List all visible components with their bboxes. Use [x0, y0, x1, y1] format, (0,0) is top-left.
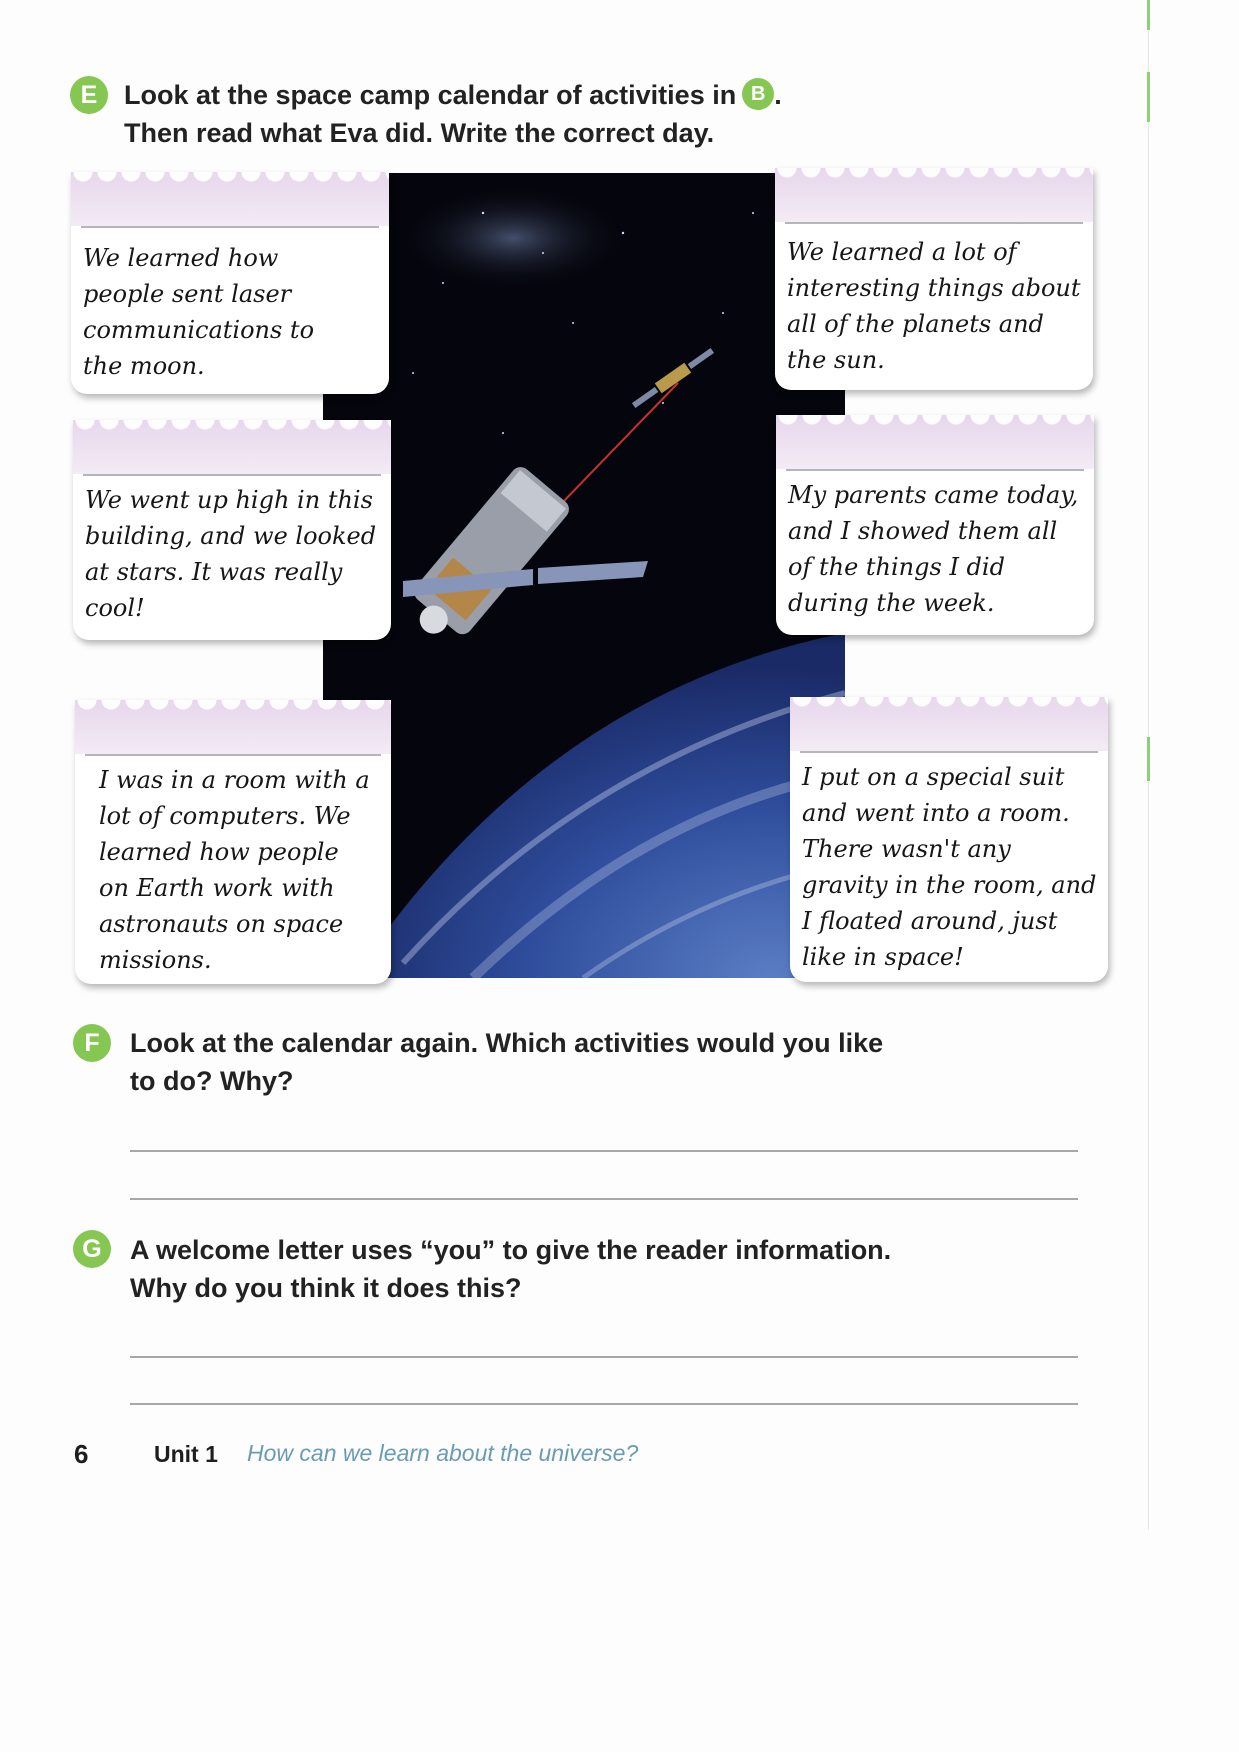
note-rule [785, 222, 1083, 224]
instruction-line: Then read what Eva did. Write the correct day. [124, 118, 715, 148]
answer-line[interactable] [130, 1356, 1078, 1358]
space-photo [323, 173, 845, 978]
note-text: We learned a lot of interesting things about all of the planets and the sun. [787, 238, 1081, 374]
note-text: We learned how people sent laser communications to the moon. [83, 244, 315, 380]
page-edge-marker [1147, 0, 1150, 30]
page-edge-marker [1147, 737, 1150, 781]
note-text: We went up high in this building, and we looked at stars. It was really cool! [85, 486, 377, 622]
activity-note [775, 168, 1093, 390]
note-text: My parents came today, and I showed them all of the things I did during the week. [788, 481, 1079, 617]
answer-line[interactable] [130, 1198, 1078, 1200]
unit-label: Unit 1 [154, 1441, 218, 1467]
note-scallop [776, 415, 1094, 429]
note-text: I put on a special suit and went into a room. There wasn't any gravity in the room, and I floated around, just like in space! [802, 763, 1097, 971]
note-rule [81, 226, 379, 228]
page-edge-marker [1147, 72, 1150, 122]
note-scallop [71, 172, 389, 186]
unit-question: How can we learn about the universe? [247, 1440, 639, 1466]
activity-note [790, 697, 1108, 982]
note-rule [83, 474, 381, 476]
note-text: I was in a room with a lot of computers. We learned how people on Earth work with astronauts on space missions. [99, 766, 370, 974]
exercise-g-instruction: A welcome letter uses “you” to give the reader information. Why do you think it does this? [130, 1235, 892, 1303]
instruction-line: Look at the space camp calendar of activities in B . [124, 76, 782, 114]
reference-badge-b: B [742, 78, 774, 110]
note-scallop [790, 697, 1108, 711]
note-rule [800, 751, 1098, 753]
exercise-g-badge: G [73, 1230, 111, 1268]
page-number: 6 [74, 1439, 89, 1469]
exercise-e-instruction [124, 76, 782, 152]
activity-note [776, 415, 1094, 635]
note-scallop [75, 700, 391, 714]
activity-note [75, 700, 391, 984]
note-scallop [775, 168, 1093, 182]
note-scallop [73, 420, 391, 434]
note-rule [786, 469, 1084, 471]
exercise-f-badge: F [73, 1024, 111, 1062]
answer-line[interactable] [130, 1150, 1078, 1152]
activity-note [71, 172, 389, 394]
exercise-f-instruction: Look at the calendar again. Which activities would you like to do? Why? [130, 1028, 884, 1096]
exercise-e-badge: E [70, 76, 108, 114]
satellite-over-earth-photo [323, 173, 845, 978]
activity-note [73, 420, 391, 640]
answer-line[interactable] [130, 1403, 1078, 1405]
note-rule [85, 754, 381, 756]
